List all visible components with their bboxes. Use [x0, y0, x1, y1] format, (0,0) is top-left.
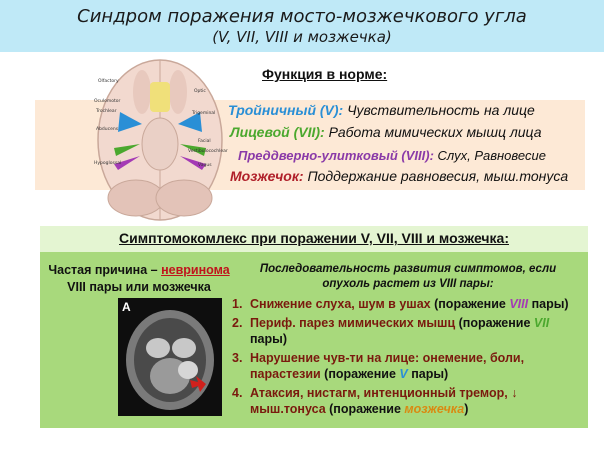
- page-title: Синдром поражения мосто-мозжечкового угла: [77, 6, 527, 27]
- nerve-name: Мозжечок:: [230, 168, 304, 184]
- item-text: Атаксия, нистагм, интенционный тремор, ↓ мыш.тонуса: [250, 386, 518, 416]
- norm-row-cerebellum: [230, 168, 568, 184]
- cause-line2: VIII пары или мозжечка: [67, 280, 211, 294]
- item-par-open: (поражение: [458, 316, 534, 330]
- page-subtitle: (V, VII, VIII и мозжечка): [212, 28, 392, 46]
- brain-base-diagram: [90, 52, 230, 224]
- item-number: 1.: [232, 297, 243, 311]
- item-nerve: VIII: [509, 297, 529, 311]
- nerve-function: Чувствительность на лице: [347, 102, 535, 118]
- item-par-open: (поражение: [434, 297, 510, 311]
- item-par-close: пары): [250, 332, 287, 346]
- label-abducens: Abducens: [96, 127, 119, 132]
- norm-row-facial: [230, 124, 542, 140]
- symptom-list: [232, 296, 584, 420]
- item-text: Снижение слуха, шум в ушах: [250, 297, 435, 311]
- label-trigeminal: Trigeminal: [192, 111, 216, 116]
- sequence-heading: Последовательность развития симптомов, если опухоль растет из VIII пары:: [259, 263, 557, 290]
- mri-scan-image: [118, 298, 222, 416]
- label-vagus: Vagus: [198, 163, 212, 168]
- image-label: A: [122, 300, 131, 314]
- label-facial: Facial: [198, 139, 211, 144]
- nerve-function: Слух, Равновесие: [437, 148, 546, 163]
- nerve-function: Поддержание равновесия, мыш.тонуса: [307, 168, 569, 184]
- nerve-function: Работа мимических мышц лица: [328, 124, 542, 140]
- label-hypoglossal: Hypoglossal: [94, 161, 122, 166]
- item-par-open: (поражение: [324, 367, 400, 381]
- nerve-name: Преддверно-улитковый (VIII):: [238, 148, 434, 163]
- item-par-close: ): [464, 402, 469, 416]
- norm-row-vestibulocochlear: [238, 148, 546, 163]
- symptom-item: [232, 315, 584, 347]
- item-par-open: (поражение: [329, 402, 405, 416]
- symptom-item: [232, 350, 584, 382]
- cause-prefix: Частая причина –: [48, 263, 162, 277]
- symptom-item: [232, 385, 584, 417]
- norm-row-trigeminal: [228, 102, 535, 118]
- item-nerve: VII: [533, 316, 550, 330]
- item-text: Нарушение чув-ти на лице: онемение, боли, парастезии: [250, 351, 525, 381]
- norm-heading: Функция в норме:: [262, 66, 388, 82]
- item-number: 2.: [232, 316, 243, 330]
- nerve-name: Тройничный (V):: [228, 102, 344, 118]
- item-text: Периф. парез мимических мышц: [250, 316, 459, 330]
- item-nerve: V: [399, 367, 408, 381]
- item-par-close: пары): [407, 367, 449, 381]
- cause-text: [44, 262, 234, 296]
- label-olfactory: Olfactory: [98, 79, 119, 84]
- label-vestibulocochlear: Vestibulocochlear: [188, 149, 228, 154]
- nerve-name: Лицевой (VII):: [230, 124, 325, 140]
- item-nerve: мозжечка: [404, 402, 465, 416]
- label-oculomotor: Oculomotor: [94, 99, 121, 104]
- item-number: 4.: [232, 386, 243, 400]
- symptom-item: [232, 296, 584, 312]
- cause-highlight: невринома: [161, 263, 230, 277]
- label-trochlear: Trochlear: [96, 109, 117, 114]
- item-par-close: пары): [528, 297, 569, 311]
- item-number: 3.: [232, 351, 243, 365]
- complex-heading: Симптомокомлекс при поражении V, VII, VIII и мозжечка:: [119, 230, 509, 246]
- label-optic: Optic: [194, 89, 206, 94]
